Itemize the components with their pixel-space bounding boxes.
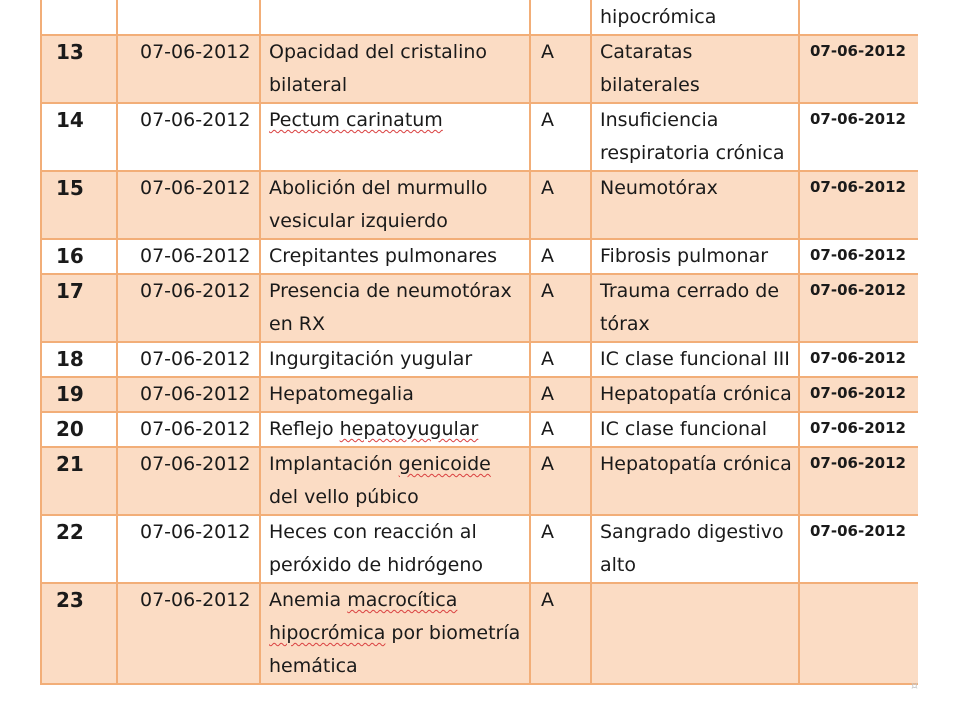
date-cell: 07-06-2012 [117, 35, 260, 103]
row-number-cell: 18 [41, 342, 117, 377]
table-row [41, 171, 918, 239]
class-cell: A [530, 35, 591, 103]
class-cell: A [530, 103, 591, 171]
finding-cell: Anemia macrocítica hipocrómica por biometría hemática [260, 583, 530, 684]
row-number-cell: 13 [41, 35, 117, 103]
row-number-cell [41, 0, 117, 35]
diagnosis-cell: IC clase funcional [591, 412, 799, 447]
finding-cell [260, 103, 530, 171]
date-cell: 07-06-2012 [117, 447, 260, 515]
table-row [41, 412, 918, 447]
finding-cell [260, 0, 530, 35]
diagnosis-date-cell: 07-06-2012 [799, 412, 918, 447]
diagnosis-cell: Cataratas bilaterales [591, 35, 799, 103]
table-row [41, 274, 918, 342]
diagnosis-cell: hipocrómica [591, 0, 799, 35]
diagnosis-cell: Sangrado digestivo alto [591, 515, 799, 583]
row-number-cell: 21 [41, 447, 117, 515]
class-cell: A [530, 447, 591, 515]
row-number-cell: 17 [41, 274, 117, 342]
class-cell: A [530, 515, 591, 583]
date-cell: 07-06-2012 [117, 274, 260, 342]
finding-cell: Reflejo hepatoyugular [260, 412, 530, 447]
finding-cell: Crepitantes pulmonares [260, 239, 530, 274]
findings-table [40, 0, 918, 685]
class-cell: A [530, 583, 591, 684]
table-row [41, 377, 918, 412]
diagnosis-cell: Neumotórax [591, 171, 799, 239]
document-page [40, 0, 918, 686]
table-row [41, 35, 918, 103]
date-cell: 07-06-2012 [117, 239, 260, 274]
date-cell: 07-06-2012 [117, 342, 260, 377]
date-cell: 07-06-2012 [117, 171, 260, 239]
table-row [41, 239, 918, 274]
date-cell [117, 0, 260, 35]
finding-cell: Hepatomegalia [260, 377, 530, 412]
table-row [41, 103, 918, 171]
date-cell: 07-06-2012 [117, 377, 260, 412]
findings-table-body [41, 0, 918, 684]
table-row [41, 583, 918, 684]
class-cell: A [530, 412, 591, 447]
table-row [41, 342, 918, 377]
class-cell: A [530, 342, 591, 377]
diagnosis-cell [591, 583, 799, 684]
class-cell: A [530, 274, 591, 342]
row-number-cell: 22 [41, 515, 117, 583]
spellcheck-flag: hipocrómica [269, 622, 386, 644]
row-number-cell: 15 [41, 171, 117, 239]
paragraph-mark: ¤ [911, 679, 918, 692]
diagnosis-cell: Hepatopatía crónica [591, 447, 799, 515]
class-cell: A [530, 171, 591, 239]
table-row [41, 447, 918, 515]
row-number-cell: 14 [41, 103, 117, 171]
finding-cell: Ingurgitación yugular [260, 342, 530, 377]
finding-cell: Opacidad del cristalino bilateral [260, 35, 530, 103]
row-number-cell: 16 [41, 239, 117, 274]
class-cell [530, 0, 591, 35]
diagnosis-date-cell: 07-06-2012 [799, 377, 918, 412]
diagnosis-cell: IC clase funcional III [591, 342, 799, 377]
table-row [41, 515, 918, 583]
diagnosis-date-cell [799, 0, 918, 35]
diagnosis-cell: Insuficiencia respiratoria crónica [591, 103, 799, 171]
diagnosis-date-cell: 07-06-2012 [799, 515, 918, 583]
diagnosis-date-cell [799, 583, 918, 684]
class-cell: A [530, 377, 591, 412]
diagnosis-date-cell: 07-06-2012 [799, 171, 918, 239]
finding-cell: Heces con reacción al peróxido de hidrógeno [260, 515, 530, 583]
finding-cell: Abolición del murmullo vesicular izquierdo [260, 171, 530, 239]
row-number-cell: 20 [41, 412, 117, 447]
date-cell: 07-06-2012 [117, 103, 260, 171]
class-cell: A [530, 239, 591, 274]
row-number-cell: 23 [41, 583, 117, 684]
date-cell: 07-06-2012 [117, 583, 260, 684]
spellcheck-flag: genicoide [398, 453, 491, 475]
spellcheck-flag: macrocítica [347, 589, 458, 611]
date-cell: 07-06-2012 [117, 515, 260, 583]
diagnosis-cell: Hepatopatía crónica [591, 377, 799, 412]
spellcheck-flag: hepatoyugular [339, 418, 479, 440]
finding-cell: Implantación genicoide del vello púbico [260, 447, 530, 515]
table-row [41, 0, 918, 35]
diagnosis-date-cell: 07-06-2012 [799, 274, 918, 342]
diagnosis-date-cell: 07-06-2012 [799, 103, 918, 171]
diagnosis-cell: Trauma cerrado de tórax [591, 274, 799, 342]
row-number-cell: 19 [41, 377, 117, 412]
finding-cell: Presencia de neumotórax en RX [260, 274, 530, 342]
diagnosis-cell: Fibrosis pulmonar [591, 239, 799, 274]
diagnosis-date-cell: 07-06-2012 [799, 35, 918, 103]
diagnosis-date-cell: 07-06-2012 [799, 239, 918, 274]
diagnosis-date-cell: 07-06-2012 [799, 447, 918, 515]
spellcheck-flag: Pectum carinatum [269, 109, 443, 131]
date-cell: 07-06-2012 [117, 412, 260, 447]
diagnosis-date-cell: 07-06-2012 [799, 342, 918, 377]
